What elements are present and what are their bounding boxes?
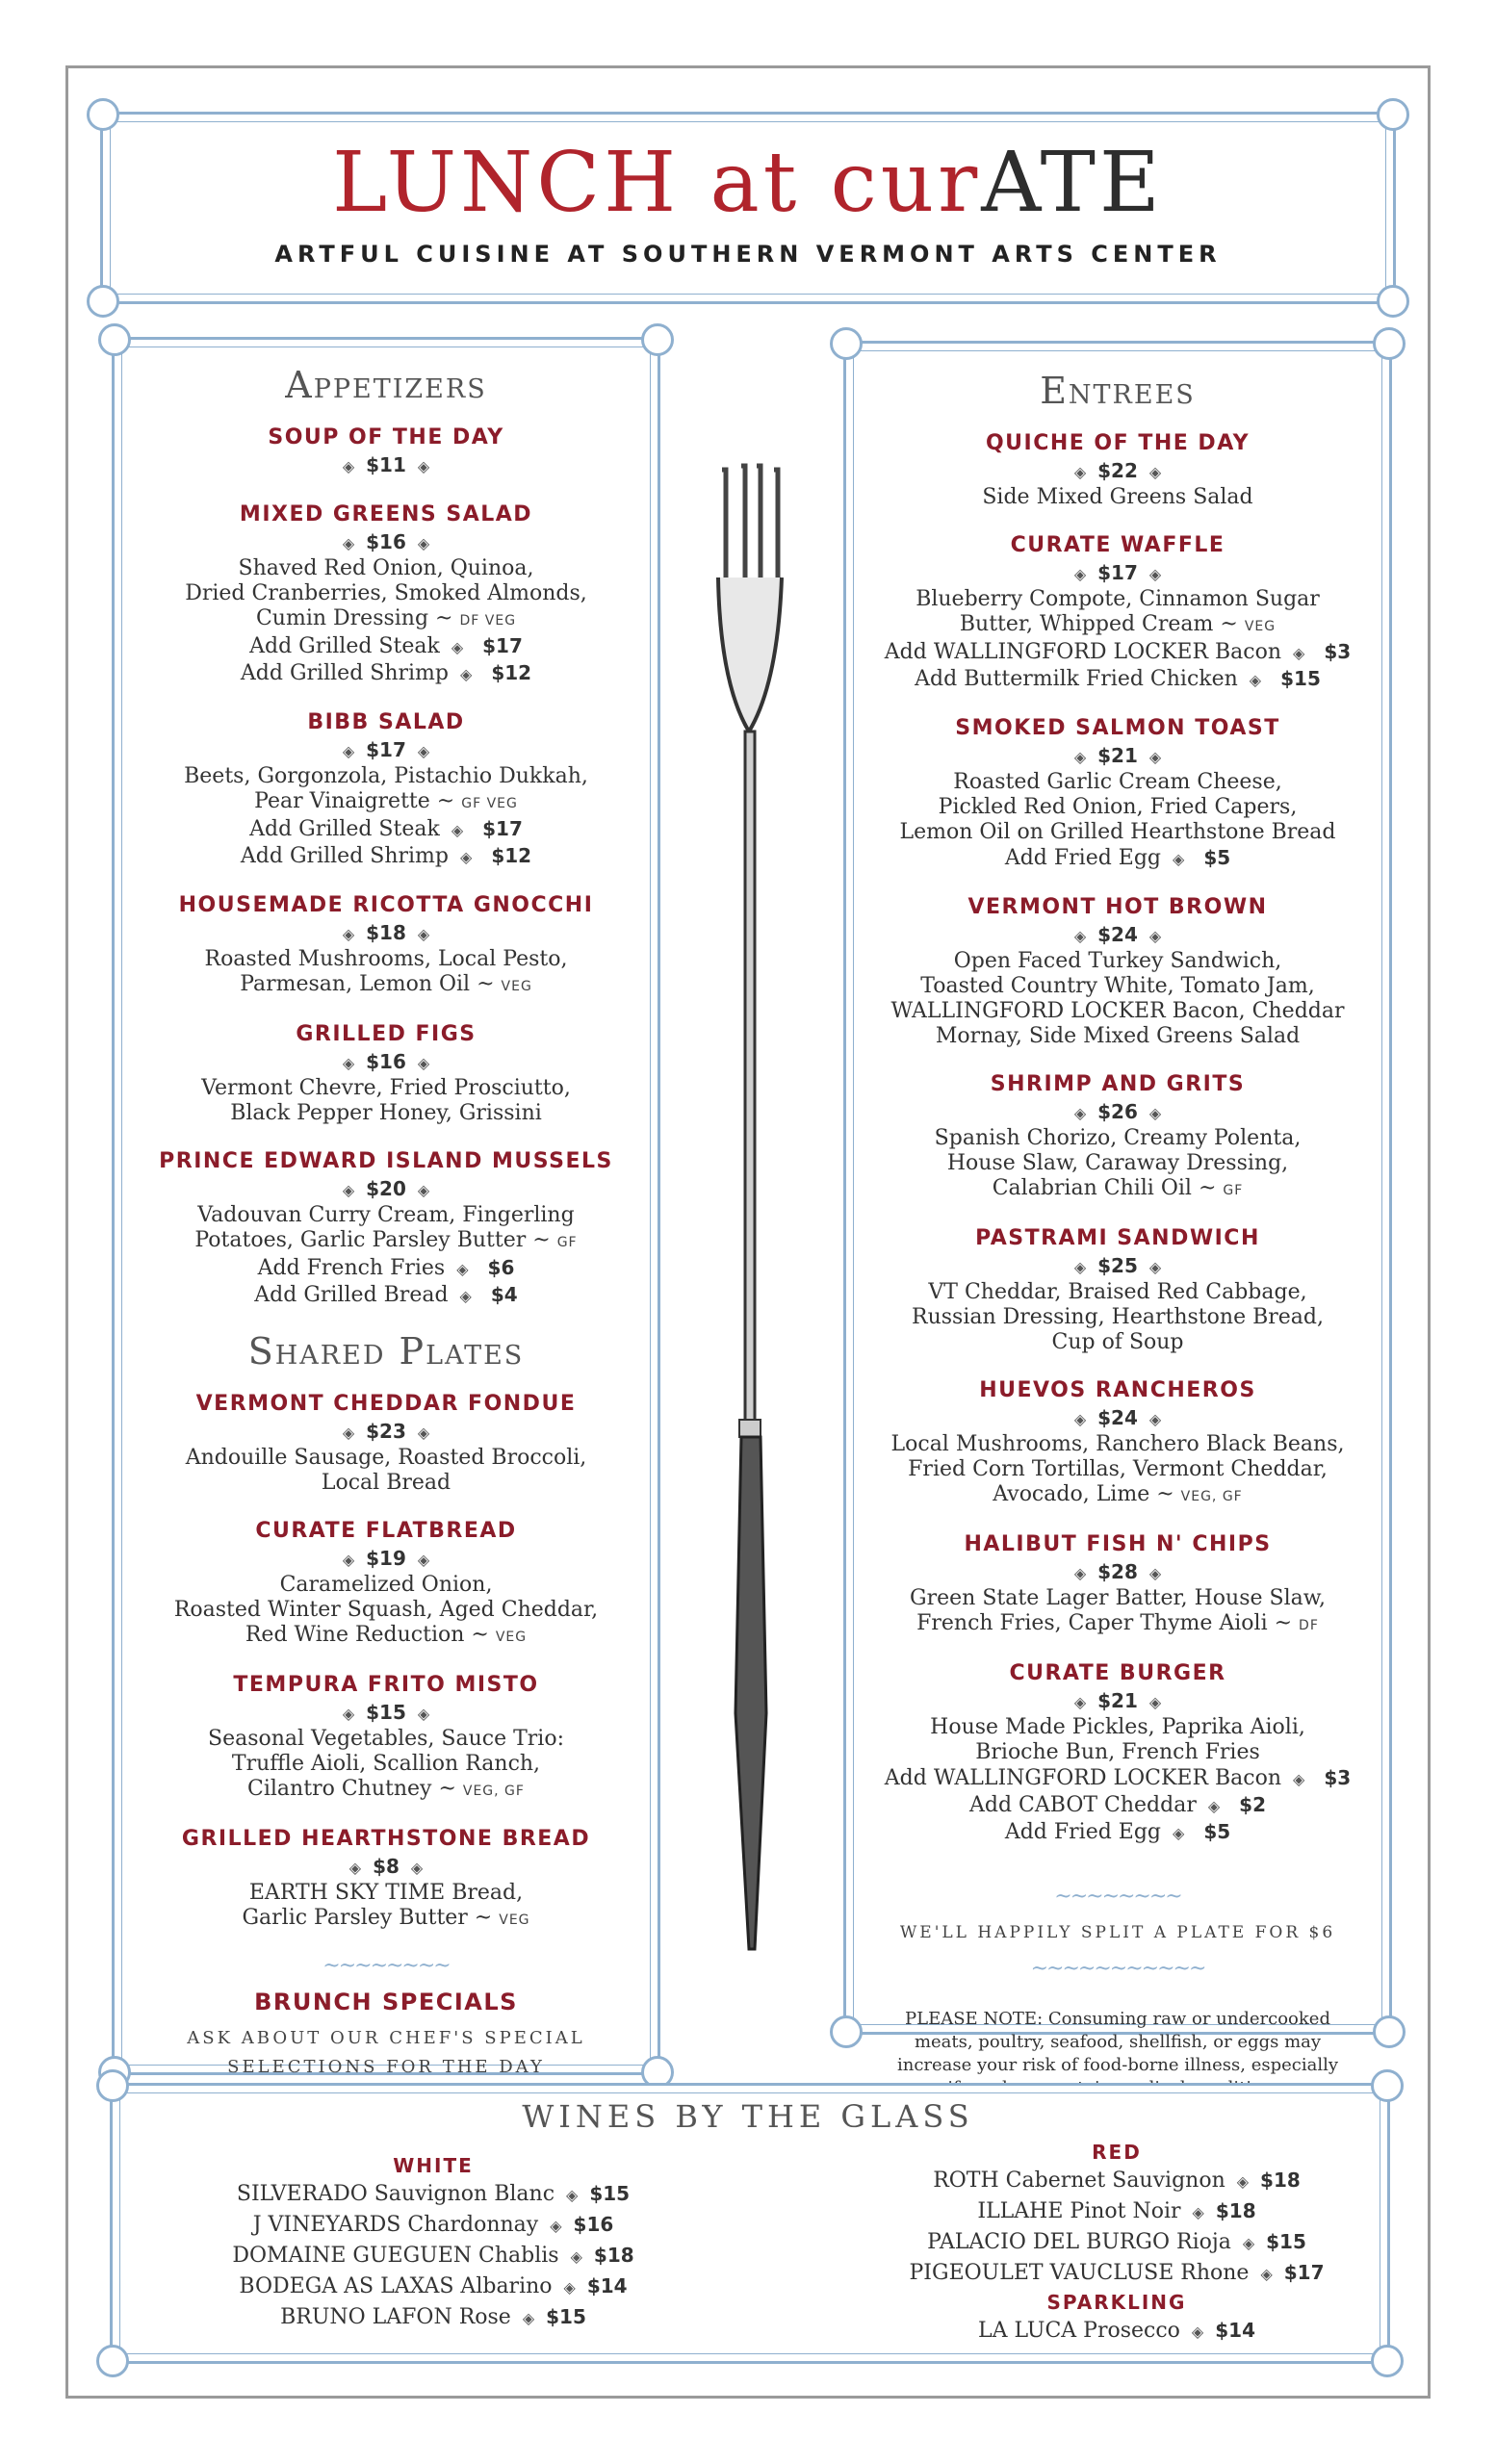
wave-divider-top: ~~~~~~~~ [1054,1885,1181,1909]
price-ornament-icon: ◈ [1192,2203,1204,2221]
item-price-row [135,1700,637,1727]
item-name: TEMPURA FRITO MISTO [233,1673,539,1697]
item-diet-tag: VEG [1244,619,1277,634]
add-on-row [135,1282,637,1309]
item-description [135,1076,637,1126]
wine-price: $14 [1215,2319,1255,2342]
item-name: BIBB SALAD [307,710,465,734]
item-description [864,1432,1371,1509]
wine-price: $16 [573,2213,614,2236]
item-description [135,1203,637,1255]
item-diet-tag: VEG, GF [462,1784,525,1799]
price-ornament-icon: ◈ [1249,671,1262,689]
sparkling-label: SPARKLING [1046,2291,1187,2314]
price-ornament-icon: ◈ [456,1260,469,1278]
price-ornament-icon: ◈ [1293,1770,1305,1788]
health-note: PLEASE NOTE: Consuming raw or undercooked meats, poultry, seafood, shellfish, or eggs may increase your risk of food-borne illness, especially [896,2009,1339,2075]
menu-item [864,531,1371,693]
price-ornament-icon: ◈ [1191,2323,1204,2341]
price-ornament-icon: ◈ [459,1287,472,1305]
price-ornament-icon: ◈ [1173,850,1185,868]
item-price-row [135,737,637,764]
item-diet-tag: VEG [495,1630,528,1645]
wine-name: PIGEOULET VAUCLUSE Rhone [909,2261,1250,2285]
wine-row [193,2210,674,2241]
item-name: GRILLED FIGS [296,1022,477,1046]
item-description-text: Side Mixed Greens Salad [982,485,1253,509]
item-description [135,764,637,816]
item-description-text: Green State Lager Batter, House Slaw, French Fries, Caper Thyme Aioli ~ [910,1586,1326,1635]
item-name: SMOKED SALMON TOAST [955,716,1280,740]
item-diet-tag: GF VEG [461,796,518,811]
price-ornament-icon: ◈ [1073,748,1087,766]
item-price-row [135,1854,637,1881]
price-ornament-icon: ◈ [522,2309,535,2327]
wine-name: BODEGA AS LAXAS Albarino [239,2274,553,2298]
price-ornament-icon: ◈ [1073,927,1087,945]
add-on-row [135,816,637,843]
red-wines [847,2139,1386,2347]
wine-row [193,2302,674,2333]
add-on-label: Add Grilled Shrimp [240,844,450,868]
price-ornament-icon: ◈ [1073,463,1087,481]
wine-price: $18 [1260,2169,1301,2192]
add-on-label: Add French Fries [257,1256,446,1280]
wine-name: LA LUCA Prosecco [978,2319,1180,2343]
item-description [864,770,1371,845]
wine-price: $18 [593,2244,634,2267]
item-price-row [864,1253,1371,1280]
wave-divider-bottom: ~~~~~~~~~~~ [1030,1957,1205,1981]
item-price-row [864,1688,1371,1715]
wine-name: ROTH Cabernet Sauvignon [933,2169,1225,2193]
item-price-row [135,529,637,556]
wine-name: SILVERADO Sauvignon Blanc [236,2182,555,2206]
price-ornament-icon: ◈ [1148,1410,1162,1428]
wine-name: J VINEYARDS Chardonnay [252,2213,539,2237]
item-description [864,949,1371,1049]
item-description [864,1715,1371,1765]
item-price: $16 [366,530,406,553]
add-on-label: Add WALLINGFORD LOCKER Bacon [884,640,1282,664]
price-ornament-icon: ◈ [1148,1564,1162,1582]
price-ornament-icon: ◈ [566,2186,579,2204]
menu-item [864,1224,1371,1355]
price-ornament-icon: ◈ [460,848,473,866]
add-on-row [864,639,1371,666]
menu-item [864,1070,1371,1203]
item-name: CURATE FLATBREAD [255,1519,517,1543]
add-on-price: $5 [1203,1820,1231,1843]
shared-plates-heading: Shared Plates [247,1330,525,1373]
item-description [864,1280,1371,1355]
item-price: $25 [1097,1254,1138,1277]
price-ornament-icon: ◈ [570,2247,582,2266]
price-ornament-icon: ◈ [417,742,430,760]
split-note: WE'LL HAPPILY SPLIT A PLATE FOR $6 [899,1923,1336,1942]
price-ornament-icon: ◈ [417,1551,430,1569]
price-ornament-icon: ◈ [1073,1104,1087,1122]
add-on-price: $15 [1280,667,1321,690]
item-price: $11 [366,453,406,476]
item-diet-tag: DF [1299,1618,1319,1633]
add-on-row [864,845,1371,872]
price-ornament-icon: ◈ [342,742,355,760]
add-on-label: Add Fried Egg [1004,1820,1162,1844]
price-ornament-icon: ◈ [342,1424,355,1442]
item-price: $19 [366,1547,406,1570]
item-description [135,947,637,999]
menu-item [864,714,1371,872]
brunch-line-2: SELECTIONS FOR THE DAY [227,2057,545,2077]
wine-price: $15 [546,2305,586,2328]
price-ornament-icon: ◈ [342,1054,355,1072]
brunch-specials-title: BRUNCH SPECIALS [254,1989,518,2015]
item-price: $15 [366,1701,406,1724]
item-price-row [864,560,1371,587]
item-price: $18 [366,921,406,944]
wine-row [847,2316,1386,2347]
appetizers-heading: Appetizers [285,364,487,406]
item-description-text: Blueberry Compote, Cinnamon Sugar Butter, Whipped Cream ~ [916,587,1320,636]
wine-name: ILLAHE Pinot Noir [977,2199,1181,2223]
item-price-row [135,1049,637,1076]
price-ornament-icon: ◈ [1073,1564,1087,1582]
item-diet-tag: DF VEG [459,613,517,629]
item-price: $20 [366,1177,406,1200]
menu-item [135,708,637,870]
item-price-row [864,922,1371,949]
appetizers-column [135,364,637,2082]
item-diet-tag: GF [556,1235,578,1250]
wine-row [847,2166,1386,2196]
add-on-label: Add Grilled Shrimp [240,661,450,685]
item-price: $8 [373,1855,400,1878]
item-name: SHRIMP AND GRITS [990,1072,1246,1096]
price-ornament-icon: ◈ [460,665,473,683]
menu-item [864,1659,1371,1846]
add-on-row [135,843,637,870]
item-price: $24 [1097,1406,1138,1429]
add-on-row [864,666,1371,693]
entrees-heading: Entrees [1040,370,1196,412]
price-ornament-icon: ◈ [417,457,430,475]
item-description-text: Roasted Garlic Cream Cheese, Pickled Red Onion, Fried Capers, Lemon Oil on Grilled Hearthstone Bread [899,770,1336,844]
menu-item [135,1147,637,1309]
item-description [864,485,1371,510]
add-on-label: Add Grilled Steak [249,634,440,658]
item-price-row [135,920,637,947]
item-price: $21 [1097,1689,1138,1712]
wine-row [847,2227,1386,2258]
add-on-row [135,660,637,687]
wine-name: PALACIO DEL BURGO Rioja [927,2230,1231,2254]
item-price: $23 [366,1420,406,1443]
price-ornament-icon: ◈ [563,2278,576,2297]
item-name: QUICHE OF THE DAY [985,431,1251,455]
add-on-label: Add Grilled Bread [254,1283,449,1307]
item-price-row [864,743,1371,770]
item-price: $28 [1097,1560,1138,1583]
price-ornament-icon: ◈ [348,1859,362,1877]
wine-row [193,2179,674,2210]
item-description-text: Vermont Chevre, Fried Prosciutto, Black Pepper Honey, Grissini [201,1076,571,1125]
item-name: SOUP OF THE DAY [268,425,504,449]
wine-price: $18 [1215,2199,1256,2222]
price-ornament-icon: ◈ [1148,565,1162,583]
item-description-text: VT Cheddar, Braised Red Cabbage, Russian Dressing, Hearthstone Bread, Cup of Soup [912,1280,1324,1354]
add-on-row [135,633,637,660]
item-price-row [135,1419,637,1446]
price-ornament-icon: ◈ [1236,2172,1250,2191]
menu-item [135,1390,637,1496]
item-description [864,1126,1371,1203]
item-description-text: Seasonal Vegetables, Sauce Trio: Truffle Aioli, Scallion Ranch, Cilantro Chutney ~ [208,1727,564,1801]
price-ornament-icon: ◈ [1148,748,1162,766]
item-price: $26 [1097,1100,1138,1123]
price-ornament-icon: ◈ [451,638,464,656]
price-ornament-icon: ◈ [1148,463,1162,481]
price-ornament-icon: ◈ [417,1705,430,1723]
price-ornament-icon: ◈ [417,925,430,943]
item-description-text: Spanish Chorizo, Creamy Polenta, House Slaw, Caraway Dressing, Calabrian Chili Oil ~ [934,1126,1302,1200]
price-ornament-icon: ◈ [1148,1693,1162,1711]
add-on-price: $4 [490,1283,518,1306]
price-ornament-icon: ◈ [1148,1258,1162,1276]
add-on-row [864,1792,1371,1819]
item-price-row [864,1405,1371,1432]
fork-illustration [693,462,799,1964]
wine-row [193,2241,674,2272]
add-on-label: Add CABOT Cheddar [968,1793,1197,1817]
price-ornament-icon: ◈ [1242,2234,1255,2252]
add-on-price: $2 [1239,1793,1267,1816]
item-diet-tag: VEG [501,979,532,994]
menu-title: LUNCH at curATE [332,135,1164,231]
item-price: $22 [1097,459,1138,482]
add-on-row [864,1765,1371,1792]
price-ornament-icon: ◈ [550,2217,562,2235]
item-description-text: House Made Pickles, Paprika Aioli, Brioche Bun, French Fries [930,1715,1305,1764]
item-description-text: Vadouvan Curry Cream, Fingerling Potatoes, Garlic Parsley Butter ~ [194,1203,575,1252]
item-description [135,1881,637,1933]
item-description [135,1573,637,1650]
item-price: $17 [1097,561,1138,584]
add-on-price: $17 [482,817,523,840]
add-on-row [864,1819,1371,1846]
item-price-row [135,1176,637,1203]
add-on-price: $3 [1324,1766,1352,1789]
add-on-label: Add Fried Egg [1004,846,1162,870]
price-ornament-icon: ◈ [417,1424,430,1442]
item-diet-tag: VEG, GF [1180,1489,1243,1504]
item-name: HUEVOS RANCHEROS [979,1378,1256,1402]
menu-item [864,893,1371,1049]
item-name: MIXED GREENS SALAD [239,502,533,526]
price-ornament-icon: ◈ [1148,1104,1162,1122]
price-ornament-icon: ◈ [1207,1797,1221,1815]
item-description [135,556,637,633]
item-price-row [864,1099,1371,1126]
menu-item [864,1530,1371,1638]
add-on-row [135,1255,637,1282]
add-on-price: $17 [482,634,523,657]
menu-item [135,424,637,479]
price-ornament-icon: ◈ [342,1551,355,1569]
item-description-text: Andouille Sausage, Roasted Broccoli, Local Bread [185,1446,587,1495]
price-ornament-icon: ◈ [1073,1693,1087,1711]
item-name: PRINCE EDWARD ISLAND MUSSELS [159,1149,613,1173]
price-ornament-icon: ◈ [1073,565,1087,583]
wines-title: WINES BY THE GLASS [522,2098,974,2135]
item-name: CURATE BURGER [1009,1661,1226,1685]
price-ornament-icon: ◈ [1260,2265,1273,2283]
item-diet-tag: VEG [499,1912,530,1928]
menu-item [135,500,637,687]
brunch-line-1: ASK ABOUT OUR CHEF'S SPECIAL [187,2028,585,2048]
item-description-text: Local Mushrooms, Ranchero Black Beans, Fried Corn Tortillas, Vermont Cheddar, Avocado, Lime ~ [890,1432,1345,1506]
add-on-price: $6 [487,1256,515,1279]
item-description-text: EARTH SKY TIME Bread, Garlic Parsley Butter ~ [242,1881,524,1930]
price-ornament-icon: ◈ [1173,1824,1185,1842]
menu-item [135,1671,637,1804]
price-ornament-icon: ◈ [342,1705,355,1723]
red-label: RED [1092,2141,1142,2164]
wave-divider: ~~~~~~~~ [322,1954,450,1978]
item-name: PASTRAMI SANDWICH [975,1226,1260,1250]
item-description-text: Roasted Mushrooms, Local Pesto, Parmesan, Lemon Oil ~ [204,947,568,996]
entrees-column [864,370,1371,2100]
item-description-text: Caramelized Onion, Roasted Winter Squash, Aged Cheddar, Red Wine Reduction ~ [173,1573,599,1647]
add-on-label: Add WALLINGFORD LOCKER Bacon [884,1766,1282,1790]
add-on-price: $3 [1324,640,1352,663]
item-name: CURATE WAFFLE [1010,533,1225,557]
white-wines [193,2152,674,2333]
price-ornament-icon: ◈ [1293,644,1305,662]
menu-item [135,891,637,999]
menu-item [864,429,1371,510]
price-ornament-icon: ◈ [342,925,355,943]
menu-item [135,1517,637,1650]
price-ornament-icon: ◈ [342,534,355,552]
add-on-price: $12 [491,661,532,684]
add-on-price: $5 [1203,846,1231,869]
item-name: HOUSEMADE RICOTTA GNOCCHI [178,893,594,917]
item-name: VERMONT HOT BROWN [967,895,1268,919]
item-name: HALIBUT FISH N' CHIPS [964,1532,1272,1556]
item-price-row [135,452,637,479]
price-ornament-icon: ◈ [410,1859,424,1877]
menu-subtitle: ARTFUL CUISINE AT SOUTHERN VERMONT ARTS CENTER [274,241,1222,268]
item-description [864,1586,1371,1638]
wine-row [193,2272,674,2302]
item-price: $16 [366,1050,406,1073]
item-price-row [135,1546,637,1573]
add-on-label: Add Buttermilk Fried Chicken [915,667,1238,691]
wine-row [847,2258,1386,2289]
price-ornament-icon: ◈ [1073,1410,1087,1428]
menu-item [135,1020,637,1126]
item-price-row [864,458,1371,485]
add-on-label: Add Grilled Steak [249,817,440,841]
price-ornament-icon: ◈ [342,457,355,475]
price-ornament-icon: ◈ [417,1054,430,1072]
price-ornament-icon: ◈ [417,534,430,552]
item-price-row [864,1559,1371,1586]
price-ornament-icon: ◈ [451,821,464,839]
item-description [864,587,1371,639]
item-description [135,1727,637,1804]
wine-price: $15 [589,2182,631,2205]
wine-row [847,2196,1386,2227]
add-on-price: $12 [491,844,532,867]
menu-item [135,1825,637,1933]
wine-name: DOMAINE GUEGUEN Chablis [232,2244,559,2268]
price-ornament-icon: ◈ [417,1181,430,1199]
item-diet-tag: GF [1223,1183,1244,1198]
price-ornament-icon: ◈ [342,1181,355,1199]
item-description-text: Shaved Red Onion, Quinoa, Dried Cranberries, Smoked Almonds, Cumin Dressing ~ [185,556,587,630]
white-label: WHITE [393,2154,474,2177]
item-name: GRILLED HEARTHSTONE BREAD [181,1827,591,1851]
item-name: VERMONT CHEDDAR FONDUE [195,1392,577,1416]
item-price: $24 [1097,923,1138,946]
wine-price: $14 [586,2274,628,2297]
wine-price: $15 [1266,2230,1306,2253]
price-ornament-icon: ◈ [1148,927,1162,945]
item-description [135,1446,637,1496]
item-description-text: Beets, Gorgonzola, Pistachio Dukkah, Pear Vinaigrette ~ [184,764,588,813]
item-price: $17 [366,738,406,761]
price-ornament-icon: ◈ [1073,1258,1087,1276]
item-price: $21 [1097,744,1138,767]
menu-item [864,1376,1371,1509]
wine-price: $17 [1283,2261,1325,2284]
wine-name: BRUNO LAFON Rose [280,2305,511,2329]
item-description-text: Open Faced Turkey Sandwich, Toasted Country White, Tomato Jam, WALLINGFORD LOCKER Bacon, Cheddar Mornay, Side Mixed Greens Salad [890,949,1345,1048]
